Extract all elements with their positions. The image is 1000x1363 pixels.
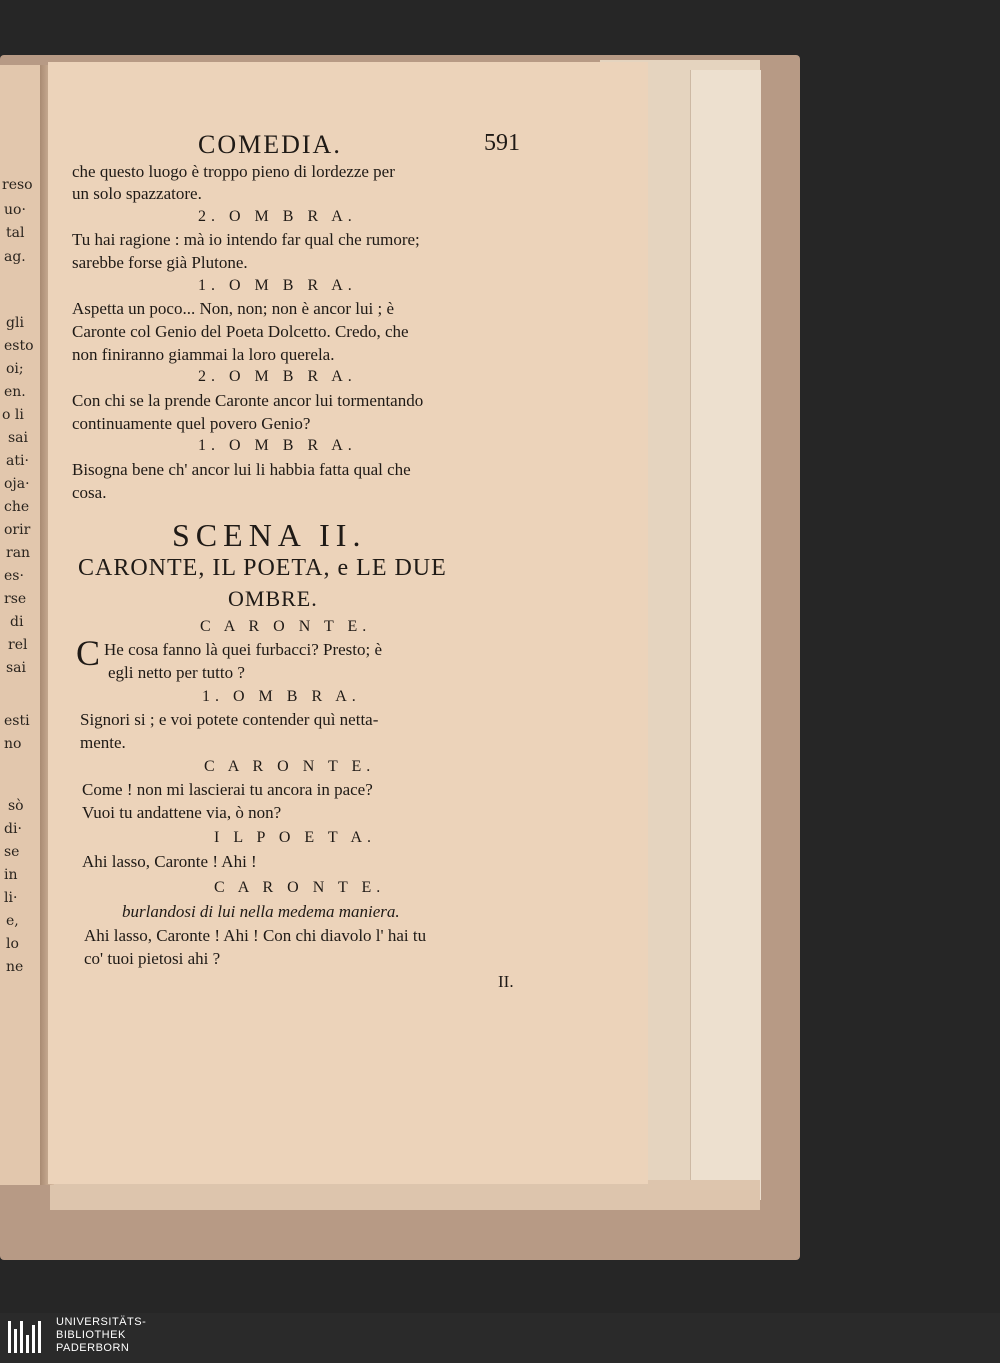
left-page-fragment: oi; (6, 361, 24, 377)
page-number: 591 (484, 130, 520, 156)
text-line: cosa. (72, 483, 107, 502)
catchword: II. (498, 972, 514, 991)
scene-characters: CARONTE, IL POETA, e LE DUE (78, 555, 447, 581)
text-line: non finiranno giammai la loro querela. (72, 345, 335, 364)
left-page-fragment: o li (2, 407, 24, 423)
text-line: egli netto per tutto ? (108, 663, 245, 682)
scene-characters: OMBRE. (228, 586, 318, 611)
underlying-pages-edge (690, 70, 761, 1200)
logo-line: UNIVERSITÄTS- (56, 1316, 147, 1328)
library-logo-text (56, 1316, 146, 1355)
left-page-fragment: ati· (6, 453, 29, 469)
left-page-fragment: gli (6, 315, 24, 331)
text-line: Caronte col Genio del Poeta Dolcetto. Credo, che (72, 322, 409, 341)
text-line: Bisogna bene ch' ancor lui li habbia fatta qual che (72, 460, 411, 479)
logo-line: BIBLIOTHEK (56, 1329, 126, 1341)
left-page-fragment: e, (6, 913, 19, 929)
speaker-name: 1. O M B R A. (198, 277, 357, 294)
left-page-fragment: sai (6, 660, 27, 676)
speaker-name: 2. O M B R A. (198, 208, 357, 225)
running-header (70, 130, 520, 160)
left-page-fragment: en. (4, 384, 26, 400)
text-line: che questo luogo è troppo pieno di lordezze per (72, 162, 395, 181)
left-page-fragment: uo· (4, 202, 26, 218)
text-line: Signori si ; e voi potete contender quì netta- (80, 710, 379, 729)
left-page-fragment: lo (6, 936, 19, 952)
text-line: Ahi lasso, Caronte ! Ahi ! (82, 852, 257, 871)
text-line: continuamente quel povero Genio? (72, 414, 311, 433)
left-page-fragment: esto (4, 338, 34, 354)
text-line: He cosa fanno là quei furbacci? Presto; è (104, 640, 383, 659)
text-line: un solo spazzatore. (72, 184, 202, 203)
speaker-name: C A R O N T E. (204, 758, 376, 775)
left-page-fragment: oja· (4, 476, 30, 492)
logo-line: PADERBORN (56, 1342, 130, 1354)
stage-direction: burlandosi di lui nella medema maniera. (122, 902, 400, 921)
footer-bar (0, 1313, 1000, 1363)
speaker-name: 2. O M B R A. (198, 368, 357, 385)
left-page-fragment: esti (4, 713, 30, 729)
drop-cap: C (76, 633, 101, 673)
speaker-name: C A R O N T E. (214, 879, 386, 896)
left-page-fragment: sai (8, 430, 29, 446)
speaker-name: C A R O N T E. (200, 618, 372, 635)
left-page-fragment: reso (2, 177, 33, 193)
left-page-fragment: rse (4, 591, 27, 607)
text-line: mente. (80, 733, 126, 752)
left-page-fragment: no (4, 736, 22, 752)
left-page-fragment: che (4, 499, 30, 515)
speaker-name: I L P O E T A. (214, 829, 377, 846)
text-line: Tu hai ragione : mà io intendo far qual che rumore; (72, 230, 420, 249)
scene-heading: SCENA II. (172, 517, 367, 553)
left-page-fragment: li· (4, 890, 18, 906)
page-bottom-edge (50, 1180, 760, 1210)
left-page-fragment: ran (6, 545, 31, 561)
speaker-name: 1. O M B R A. (198, 437, 357, 454)
running-title: COMEDIA. (198, 130, 342, 159)
left-page-fragment: es· (4, 568, 24, 584)
text-line: Con chi se la prende Caronte ancor lui tormentando (72, 391, 424, 410)
library-logo-icon (8, 1321, 48, 1355)
text-line: co' tuoi pietosi ahi ? (84, 949, 221, 968)
text-line: Ahi lasso, Caronte ! Ahi ! Con chi diavolo l' hai tu (84, 926, 427, 945)
speaker-name: 1. O M B R A. (202, 688, 361, 705)
text-line: Vuoi tu andattene via, ò non? (82, 803, 282, 822)
left-page-fragment: ag. (4, 249, 26, 265)
left-page-fragment: se (4, 844, 20, 860)
left-page-fragment: orir (4, 522, 31, 538)
left-page-fragment: tal (6, 225, 25, 241)
left-page-fragment: sò (8, 798, 24, 814)
left-page-fragment: in (4, 867, 18, 883)
left-page-fragment: ne (6, 959, 24, 975)
text-line: Aspetta un poco... Non, non; non è ancor lui ; è (72, 299, 394, 318)
left-page-fragment: di· (4, 821, 22, 837)
text-line: Come ! non mi lascierai tu ancora in pace? (82, 780, 373, 799)
text-line: sarebbe forse già Plutone. (72, 253, 248, 272)
left-page-fragment: di (10, 614, 24, 630)
left-page-fragment: rel (8, 637, 28, 653)
